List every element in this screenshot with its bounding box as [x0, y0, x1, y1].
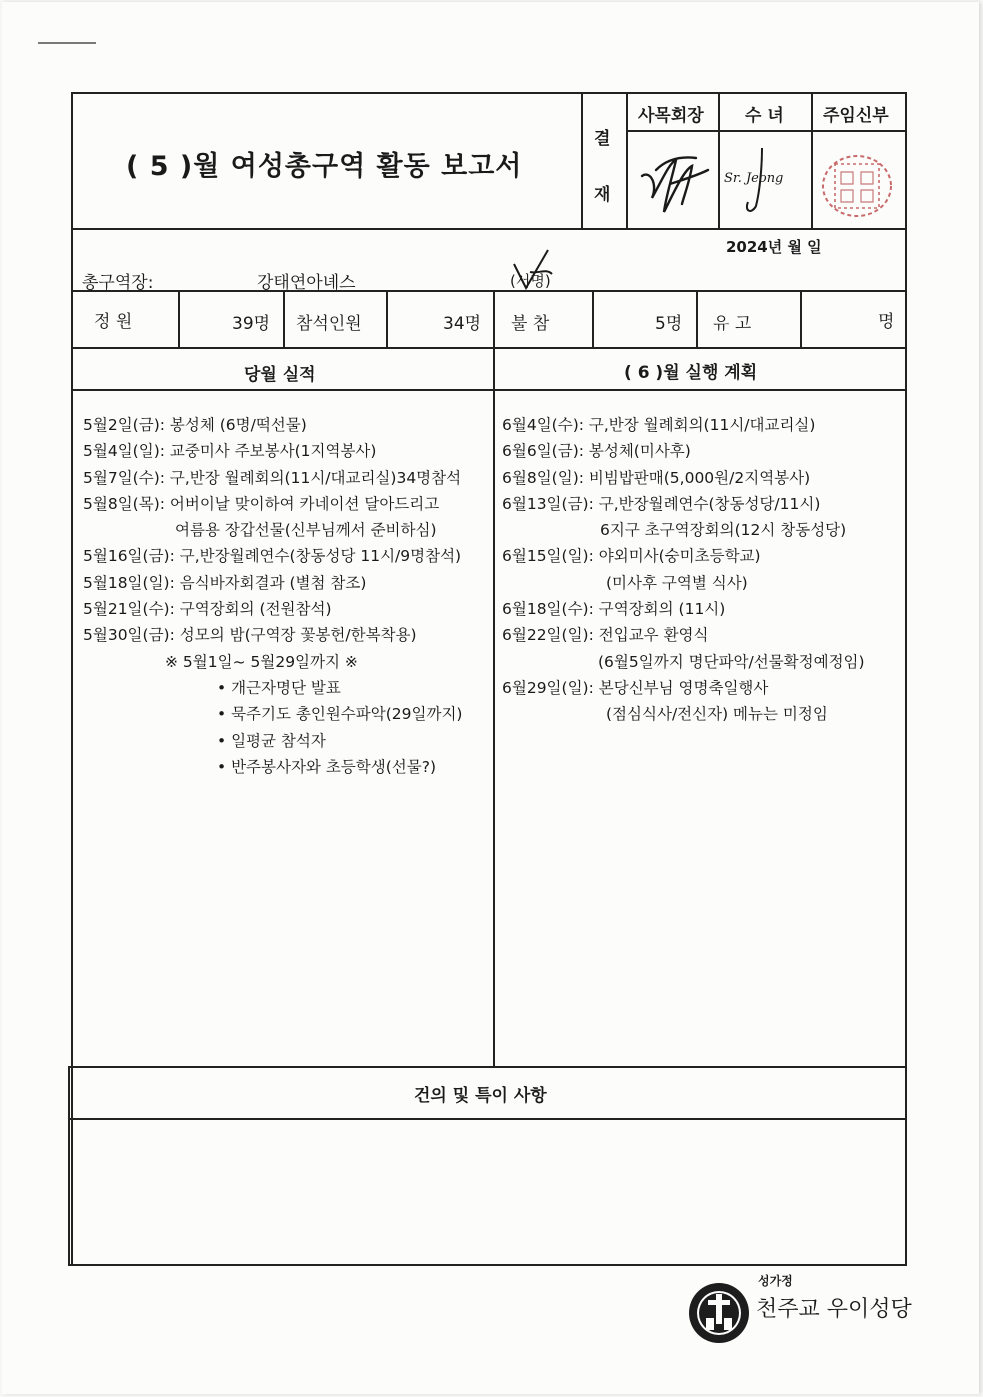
- border-left: [71, 92, 73, 1265]
- report-date: 2024년 월 일: [726, 238, 822, 256]
- stats-top-line: [71, 290, 907, 292]
- excused-label: 유 고: [713, 314, 752, 334]
- sign-label: (서명): [510, 272, 551, 290]
- approval-label-bottom: 재: [594, 185, 611, 205]
- list-item: 6월6일(금): 봉성체(미사후): [502, 442, 691, 461]
- attend-value: 34명: [443, 314, 482, 334]
- remarks-top-line: [69, 1066, 907, 1068]
- list-item: 5월18일(일): 음식바자회결과 (별첨 참조): [83, 573, 367, 592]
- list-item: 6월18일(수): 구역장회의 (11시): [502, 600, 726, 619]
- list-item: 6월22일(일): 전입교우 환영식: [502, 626, 709, 645]
- stats-sep-6: [696, 290, 698, 348]
- list-item: 6월13일(금): 구,반장월례연수(창동성당/11시): [502, 494, 821, 513]
- seal-stamp: [817, 150, 897, 222]
- role-sister: 수 녀: [745, 106, 784, 126]
- right-header: ( 6 )월 실행 계획: [624, 363, 758, 383]
- left-header: 당월 실적: [244, 365, 316, 385]
- remarks-left-line: [68, 1066, 70, 1266]
- list-item: 6지구 초구역장회의(12시 창동성당): [600, 521, 847, 540]
- list-item: 여름용 장갑선물(신부님께서 준비하심): [175, 521, 437, 540]
- section-header-line: [71, 389, 907, 391]
- list-item: • 묵주기도 총인원수파악(29일까지): [217, 705, 463, 724]
- list-item: • 일평균 참석자: [217, 731, 326, 750]
- list-item: 5월8일(목): 어버이날 맞이하여 카네이션 달아드리고: [83, 494, 440, 513]
- signature-1: [636, 140, 712, 220]
- role-pastor: 주임신부: [823, 106, 889, 126]
- list-item: (점심식사/전신자) 메뉴는 미정임: [606, 705, 828, 724]
- absent-label: 불 참: [511, 314, 550, 334]
- attend-label: 참석인원: [296, 314, 362, 334]
- approval-col1-line: [718, 92, 720, 229]
- list-item: 6월8일(일): 비빔밥판매(5,000원/2지역봉사): [502, 468, 811, 487]
- leader-signature: [508, 244, 562, 294]
- signature-2-text: Sr. Jeong: [724, 171, 784, 186]
- approval-left-line: [581, 92, 583, 229]
- role-pastoral-president: 사목회장: [638, 106, 704, 126]
- list-item: 6월4일(수): 구,반장 월례회의(11시/대교리실): [502, 416, 816, 434]
- capacity-label: 정 원: [94, 312, 133, 332]
- stats-sep-3: [386, 290, 388, 348]
- list-item: • 개근자명단 발표: [217, 678, 341, 697]
- stats-bottom-line: [71, 347, 907, 349]
- column-divider: [493, 290, 495, 1066]
- stats-sep-1: [178, 290, 180, 348]
- leader-name: 강태연아녜스: [257, 273, 356, 293]
- border-bottom: [69, 1264, 907, 1266]
- stats-sep-7: [800, 290, 802, 348]
- stats-sep-5: [592, 290, 594, 348]
- list-item: 5월21일(수): 구역장회의 (전원참석): [83, 600, 332, 619]
- stats-sep-2: [283, 290, 285, 348]
- approval-label-top: 결: [594, 129, 611, 149]
- list-item: ※ 5월1일~ 5월29일까지 ※: [165, 652, 358, 671]
- list-item: (6월5일까지 명단파악/선물확정예정임): [598, 652, 865, 671]
- border-right: [905, 92, 907, 1265]
- footer-church-name: 천주교 우이성당: [756, 1297, 912, 1322]
- top-mark: [38, 42, 96, 44]
- church-emblem-icon: [686, 1280, 752, 1346]
- capacity-value: 39명: [232, 314, 271, 334]
- list-item: 5월4일(일): 교중미사 주보봉사(1지역봉사): [83, 442, 377, 461]
- list-item: • 반주봉사자와 초등학생(선물?): [217, 757, 436, 776]
- leader-label: 총구역장:: [82, 273, 154, 293]
- approval-col2-line: [811, 92, 813, 229]
- list-item: (미사후 구역별 식사): [606, 573, 748, 592]
- list-item: 5월7일(수): 구,반장 월례회의(11시/대교리실)34명참석: [83, 468, 462, 487]
- list-item: 6월29일(일): 본당신부님 영명축일행사: [502, 678, 769, 697]
- list-item: 6월15일(일): 야외미사(숭미초등학교): [502, 547, 761, 566]
- right-list: [502, 412, 865, 728]
- page-title: ( 5 )월 여성총구역 활동 보고서: [126, 151, 523, 182]
- list-item: 5월30일(금): 성모의 밤(구역장 꽃봉헌/한복착용): [83, 626, 417, 645]
- list-item: 5월16일(금): 구,반장월례연수(창동성당 11시/9명참석): [83, 547, 462, 566]
- header-bottom-line: [71, 228, 907, 230]
- remarks-header-line: [69, 1118, 907, 1120]
- footer-small: 성가정: [758, 1274, 793, 1288]
- border-top: [71, 92, 907, 94]
- remarks-header: 건의 및 특이 사항: [414, 1086, 547, 1106]
- approval-roles-line: [626, 130, 907, 132]
- excused-value: 명: [878, 312, 895, 332]
- signature-2: [722, 142, 810, 222]
- absent-value: 5명: [655, 314, 683, 334]
- list-item: 5월2일(금): 봉성체 (6명/떡선물): [83, 416, 307, 434]
- approval-label-line: [626, 92, 628, 229]
- left-list: [83, 412, 462, 780]
